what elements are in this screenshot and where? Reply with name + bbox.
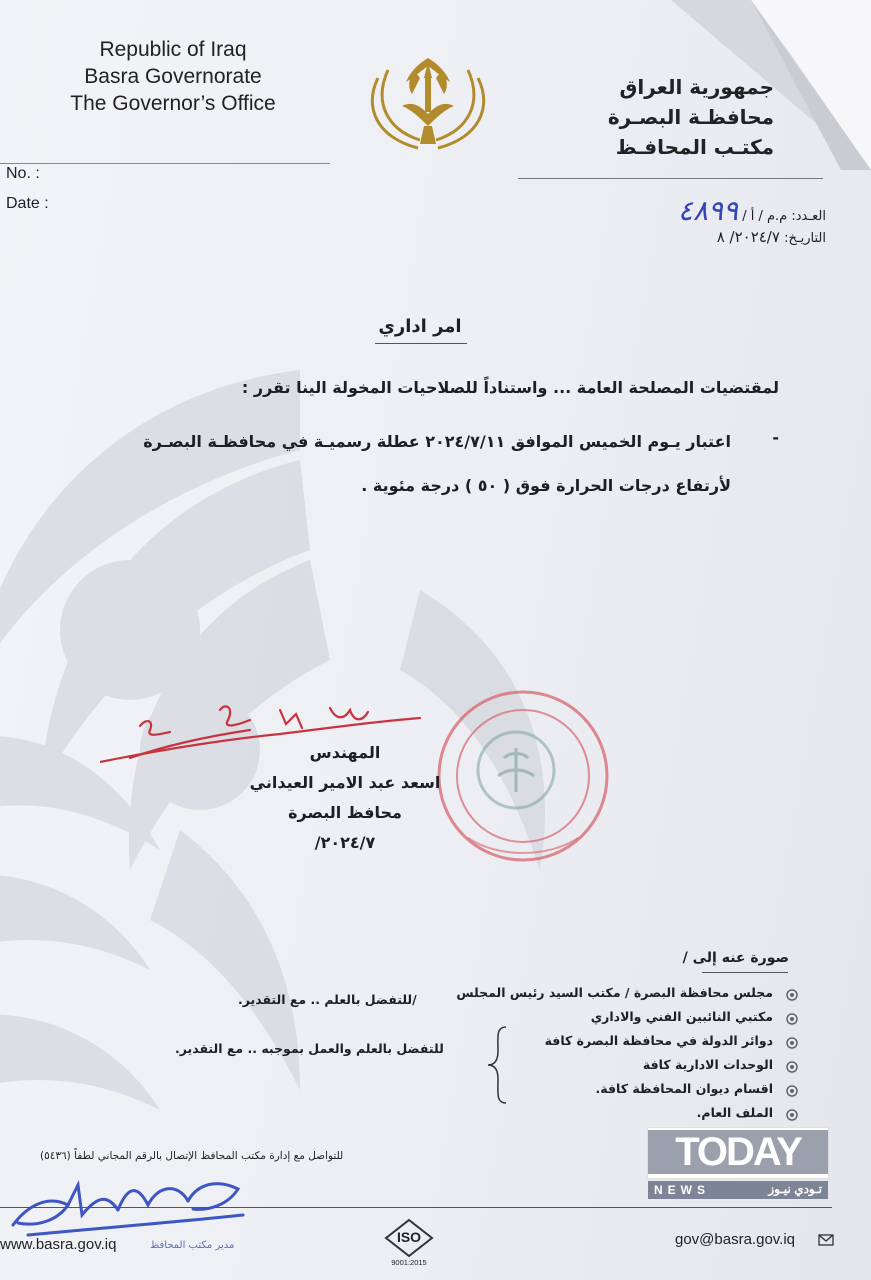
- flower-bullet-icon: [785, 1084, 799, 1098]
- arabic-line-republic: جمهورية العراق: [619, 75, 774, 99]
- iso-number: 9001:2015: [391, 1258, 427, 1267]
- reference-date-value: ٢٠٢٤/٧/ ٨: [716, 228, 780, 246]
- recipient-note-group: للتفضل بالعلم والعمل بموجبه .. مع التقدير.: [175, 1041, 444, 1056]
- header-rule-right: [518, 178, 823, 179]
- recipient-text: مكتبي النائبين الفني والاداري: [590, 1009, 773, 1024]
- flower-bullet-icon: [785, 1012, 799, 1026]
- recipient-item: [456, 985, 773, 1009]
- reference-date-label: التاريـخ:: [784, 231, 826, 246]
- decision-text: [31, 420, 731, 508]
- flower-bullet-icon: [785, 1060, 799, 1074]
- contact-line: للتواصل مع إدارة مكتب المحافظ الإتصال بالرقم المجاني لطفاً (٥٤٣٦): [40, 1150, 344, 1162]
- signatory-name: اسعد عبد الامير العيداني: [249, 773, 441, 792]
- email-link[interactable]: gov@basra.gov.iq: [675, 1231, 796, 1248]
- reference-date: [717, 228, 826, 246]
- english-heading: [62, 36, 284, 117]
- heading-line-governorate: Basra Governorate: [84, 65, 262, 88]
- recipient-text: دوائر الدولة في محافظة البصرة كافة: [544, 1033, 773, 1048]
- website-link[interactable]: www.basra.gov.iq: [0, 1236, 117, 1253]
- signatory-position: محافظ البصرة: [288, 803, 402, 822]
- preamble: لمقتضيات المصلحة العامة ... واستناداً للصلاحيات المخولة الينا تقرر :: [241, 378, 779, 397]
- recipient-text: اقسام ديوان المحافظة كافة.: [595, 1081, 773, 1096]
- heading-line-republic: Republic of Iraq: [99, 38, 247, 61]
- blue-handwritten-signature: [8, 1165, 248, 1245]
- arabic-line-governorate: محافظـة البصـرة: [607, 105, 774, 129]
- reference-number-label: العـدد: م.م / أ /: [742, 209, 826, 224]
- header-rule-left: [0, 163, 330, 164]
- envelope-icon: [818, 1234, 834, 1246]
- copies-title: صورة عنه إلى /: [682, 950, 789, 966]
- decision-line-1: اعتبار يـوم الخميس الموافق ٢٠٢٤/٧/١١ عطلة رسميـة في محافظـة البصـرة: [143, 432, 731, 451]
- flower-bullet-icon: [785, 988, 799, 1002]
- official-stamp: [428, 688, 618, 868]
- signature-date: ٢٠٢٤/٧/: [314, 833, 376, 852]
- signatory-rank: المهندس: [309, 743, 381, 762]
- flower-bullet-icon: [785, 1036, 799, 1050]
- decision-line-2: لأرتفاع درجات الحرارة فوق ( ٥٠ ) درجة مئوية .: [361, 476, 731, 495]
- blue-signature-subtitle: مدير مكتب المحافظ: [150, 1240, 235, 1251]
- title-underline: [375, 343, 467, 344]
- date-label: Date :: [6, 195, 49, 212]
- recipient-note-first: /للتفضل بالعلم .. مع التقدير.: [238, 992, 417, 1007]
- today-news-badge: [648, 1128, 828, 1178]
- signature-block: [240, 738, 450, 858]
- heading-line-office: The Governor’s Office: [70, 92, 276, 115]
- recipient-text: الوحدات الادارية كافة: [642, 1057, 773, 1072]
- arabic-heading: [574, 72, 774, 162]
- reference-number-value: ٤٨٩٩: [677, 194, 739, 227]
- recipient-text: الملف العام.: [696, 1105, 773, 1120]
- recipient-item: [456, 1105, 773, 1129]
- footer-rule: [0, 1207, 832, 1208]
- reference-number: [678, 194, 826, 227]
- today-news-strip: [648, 1181, 828, 1199]
- basra-emblem-icon: [358, 48, 498, 158]
- arabic-line-office: مكتـب المحافـظ: [615, 135, 774, 159]
- iso-label: ISO: [396, 1229, 422, 1245]
- flower-bullet-icon: [785, 1108, 799, 1122]
- recipient-text: مجلس محافظة البصرة / مكتب السيد رئيس المجلس: [456, 985, 773, 1000]
- today-news-en: NEWS: [654, 1183, 710, 1197]
- document-title: امر اداري: [378, 316, 462, 337]
- grouping-brace-icon: [486, 1025, 510, 1105]
- today-news-ar: تـودي نيـوز: [768, 1182, 822, 1196]
- copies-title-underline: [702, 972, 788, 973]
- number-label: No. :: [6, 165, 40, 182]
- today-news-wordmark: TODAY: [648, 1130, 828, 1174]
- body-dash: -: [772, 428, 779, 447]
